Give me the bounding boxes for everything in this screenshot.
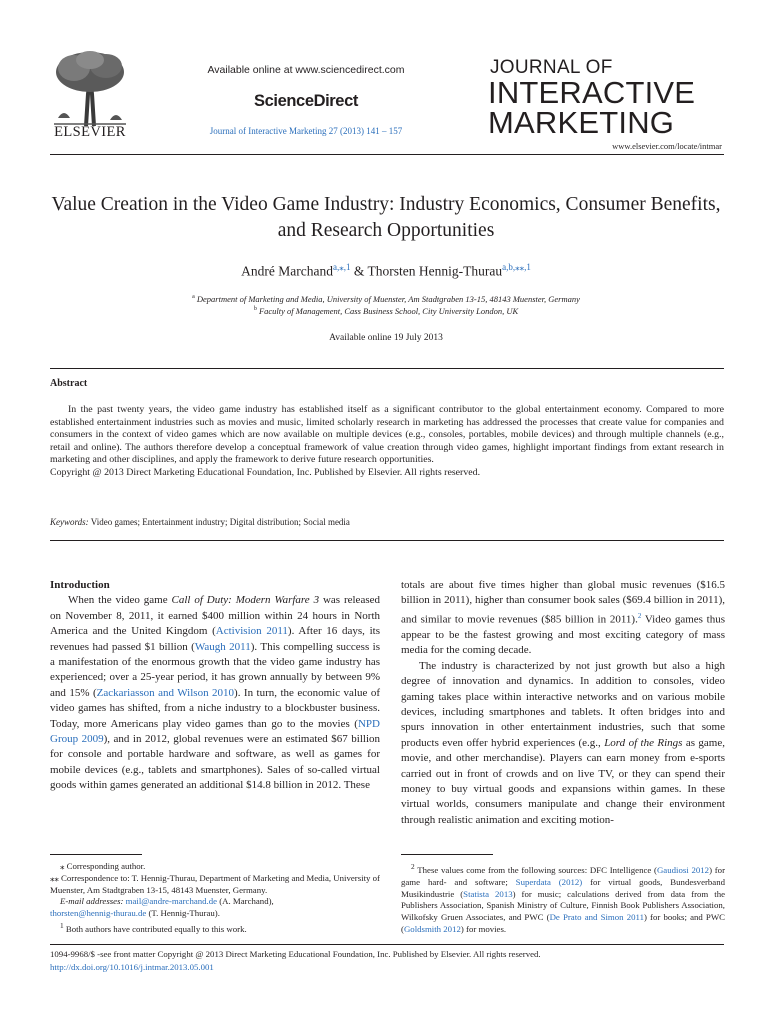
available-date: Available online 19 July 2013 (329, 333, 443, 343)
body-column-right (401, 578, 725, 828)
affiliation-mark: b (253, 306, 257, 313)
citation-link[interactable]: NPD Group 2009 (50, 717, 380, 746)
title-italic: Lord of the Rings (604, 736, 683, 749)
body-paragraph: totals are about five times higher than global music revenues ($16.5 billion in 2011), higher than consumer book sales ($69.4 billion in 2011), and similar to movie revenues ($85 billion in 2011).$^2$ Video games thus appear to be the fastest growing and most exciting category of mass media for the coming decade. (401, 579, 725, 657)
citation-link[interactable]: Superdata (2012) (515, 876, 583, 887)
citation-link[interactable]: De Prato and Simon 2011 (549, 912, 644, 923)
abstract-body (50, 404, 724, 479)
citation-link[interactable]: Gaudiosi 2012 (656, 864, 710, 875)
footnotes-left (50, 861, 380, 936)
keywords-list: Video games; Entertainment industry; Digital distribution; Social media (90, 517, 350, 527)
publisher-name: ELSEVIER (54, 124, 126, 140)
affiliation-text: Department of Marketing and Media, University of Muenster, Am Stadtgraben 13-15, 48143 Muenster, Germany (196, 294, 580, 304)
front-matter-line: 1094-9968/$ -see front matter Copyright @ 2013 Direct Marketing Educational Foundation, Inc. Published by Elsevier. All rights reserved. (50, 949, 541, 959)
sciencedirect-logo[interactable]: ScienceDirect (254, 92, 358, 110)
email-link[interactable]: mail@andre-marchand.de (125, 896, 218, 907)
author-separator: & (350, 263, 368, 279)
citation-link[interactable]: Statista 2013 (463, 888, 513, 899)
author-name: André Marchand (241, 263, 333, 279)
article-title: Value Creation in the Video Game Industry: Industry Economics, Consumer Benefits, and Research Opportunities (51, 194, 721, 241)
email-link[interactable]: thorsten@hennig-thurau.de (50, 908, 147, 919)
footnotes-right (401, 861, 725, 936)
journal-logo-line1: JOURNAL OF (490, 57, 613, 78)
abstract-heading: Abstract (50, 378, 88, 389)
footnote-emails: E-mail addresses: mail@andre-marchand.de (A. Marchand), (60, 896, 274, 907)
body-column-left (50, 578, 380, 794)
affiliation-text: Faculty of Management, Cass Business School, City University London, UK (258, 306, 519, 316)
header-divider (50, 154, 724, 155)
footnote-rule (50, 854, 142, 855)
footnote-emails: thorsten@hennig-thurau.de (T. Hennig-Thurau). (50, 908, 220, 919)
abstract-copyright: Copyright @ 2013 Direct Marketing Educational Foundation, Inc. Published by Elsevier. All rights reserved. (50, 466, 481, 478)
body-paragraph: The industry is characterized by not just growth but also a high degree of innovation and dynamics. In addition to consoles, video gaming takes place within interactive networks and on various mobile devices, including smartphones and tablets. It often bridges into and spurs innovation in other entertainment industries, such that some products even offer hybrid experiences (e.g., Lord of the Rings as game, movie, and other merchandise). Players can earn money from e-sports carried out in front of crowds and on live TV, or they can spend their money to buy virtual goods and expansions within games. In these virtual worlds, consumers manipulate and change their environment through realistic animation and exciting motion- (401, 659, 725, 826)
game-title: Call of Duty: Modern Warfare 3 (171, 594, 320, 607)
abstract-top-rule (50, 368, 724, 369)
citation-link[interactable]: Waugh 2011 (194, 640, 251, 653)
affiliation-mark: a (192, 294, 195, 301)
abstract-bottom-rule (50, 540, 724, 541)
journal-logo-line2: INTERACTIVE (488, 75, 696, 110)
section-heading-introduction: Introduction (50, 579, 110, 591)
journal-url[interactable]: www.elsevier.com/locate/intmar (612, 141, 722, 151)
citation-link[interactable]: Activision 2011 (215, 625, 288, 638)
footnote: ⁎⁎ Correspondence to: T. Hennig-Thurau, Department of Marketing and Media, University of Muenster, Am Stadtgraben 13-15, 48143 Muenster, Germany. (50, 872, 380, 895)
footer-rule (50, 944, 724, 945)
available-online-text[interactable]: Available online at www.sciencedirect.com (207, 64, 405, 76)
body-paragraph: When the video game Call of Duty: Modern Warfare 3 was released on November 8, 2011, it earned $400 million within 24 hours in North America and the United Kingdom (Activision 2011). After 16 days, its revenues had passed $1 billion (Waugh 2011). This compelling success is a manifestation of the enormous growth that the video game industry has experienced; over a 25-year period, it has grown annually by between 9% and 15% (Zackariasson and Wilson 2010). In turn, the economic value of video games has shifted, from a niche industry to a blockbuster business. Today, more Americans play video games than go to the movies (NPD Group 2009), and in 2012, global revenues were an estimated $67 billion for console and portable hardware and software, as well as games for mobile devices (e.g., tablets and smartphones). Sales of so-called virtual goods within games generated an additional $14.8 billion in 2012. These (50, 594, 380, 792)
journal-logo-line3: MARKETING (488, 105, 675, 140)
footnote: ⁎ Corresponding author. (60, 861, 146, 871)
footnote-mark[interactable]: 2 (637, 611, 642, 620)
affiliation (40, 294, 732, 304)
author-affiliation-marks[interactable]: a,⁎,1 (332, 262, 351, 272)
affiliation (40, 306, 732, 316)
doi-link[interactable]: http://dx.doi.org/10.1016/j.intmar.2013.05.001 (50, 962, 214, 972)
citation-link[interactable]: Zackariasson and Wilson 2010 (96, 686, 235, 699)
elsevier-tree-logo (50, 48, 130, 126)
keywords-line (50, 517, 350, 527)
author-list (40, 262, 732, 280)
citation-link[interactable]: Goldsmith 2012 (403, 923, 461, 934)
keywords-label: Keywords: (50, 517, 89, 527)
footnote: $^2$ These values come from the following sources: DFC Intelligence (Gaudiosi 2012) for game hard- and software; Superdata (2012) for virtual goods, Bundesverband Musikindustrie (Statista 2013) for music; calculations derived from data from the Publishers Association, Spanish Ministry of Culture, Finnish Book Publishers Association, Wilkofsky Gruen Associates, and PWC (De Prato and Simon 2011) for books; and PWC (Goldsmith 2012) for movies. (401, 862, 726, 934)
footnote: $^1$ Both authors have contributed equally to this work. (60, 920, 247, 934)
author-affiliation-marks[interactable]: a,b,⁎⁎,1 (502, 262, 531, 272)
footnote-rule (401, 854, 493, 855)
abstract-text: In the past twenty years, the video game industry has established itself as a significant contributor to the global entertainment economy. Compared to more established entertainment industries such as movies and music, limited scholarly research in marketing has addressed the processes that create value for companies and consumers in the context of video games which are now available on multiple devices (e.g., consoles, portables, mobile devices) and through multiple channels (e.g., retail and online). The authors therefore develop a conceptual framework of value creation through video games, highlight important findings from extant research in marketing and other disciplines, and apply the framework to derive future research opportunities. (50, 404, 724, 465)
journal-reference[interactable]: Journal of Interactive Marketing 27 (2013) 141 – 157 (209, 126, 403, 136)
author-name: Thorsten Hennig-Thurau (367, 263, 503, 279)
